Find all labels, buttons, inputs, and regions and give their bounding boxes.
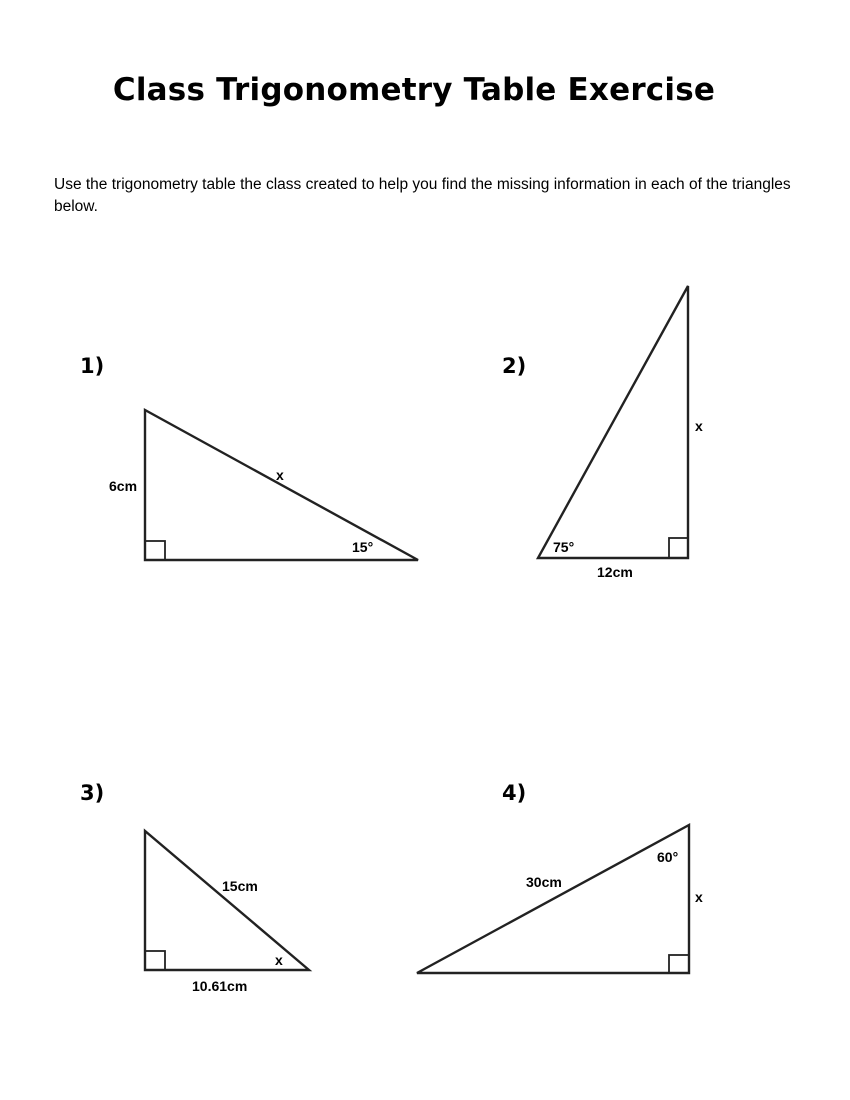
triangle-4 — [417, 825, 703, 973]
triangle-4-outline — [417, 825, 689, 973]
instructions-text: Use the trigonometry table the class created to help you find the missing information in each of the triangles below. — [54, 176, 791, 215]
triangle-2-angle-75: 75° — [553, 539, 575, 555]
triangle-4-right-angle-marker — [669, 955, 689, 973]
triangle-1-hypotenuse-x: x — [276, 467, 284, 483]
triangle-3-side-10-61cm: 10.61cm — [192, 978, 248, 994]
triangle-1-right-angle-marker — [145, 541, 165, 560]
triangle-2 — [538, 286, 703, 580]
triangle-4-hypotenuse-30cm: 30cm — [526, 874, 562, 890]
problem-1-number: 1) — [80, 354, 105, 378]
triangle-1-outline — [145, 410, 418, 560]
triangle-2-right-angle-marker — [669, 538, 688, 558]
problem-2-number: 2) — [502, 354, 527, 378]
problem-4-number: 4) — [502, 781, 527, 805]
triangle-2-outline — [538, 286, 688, 558]
triangle-3-hypotenuse-15cm: 15cm — [222, 878, 258, 894]
triangle-3-angle-x: x — [275, 952, 283, 968]
problem-3-number: 3) — [80, 781, 105, 805]
triangle-3-outline — [145, 831, 309, 970]
triangle-4-side-x: x — [695, 889, 703, 905]
triangle-4-angle-60: 60° — [657, 849, 679, 865]
triangle-1-side-6cm: 6cm — [109, 478, 138, 494]
triangle-1-angle-15: 15° — [352, 539, 374, 555]
triangle-2-side-12cm: 12cm — [597, 564, 633, 580]
triangle-2-side-x: x — [695, 418, 703, 434]
triangle-3 — [145, 831, 309, 994]
page-title: Class Trigonometry Table Exercise — [112, 72, 716, 108]
triangle-3-right-angle-marker — [145, 951, 165, 970]
triangle-1 — [109, 410, 418, 560]
